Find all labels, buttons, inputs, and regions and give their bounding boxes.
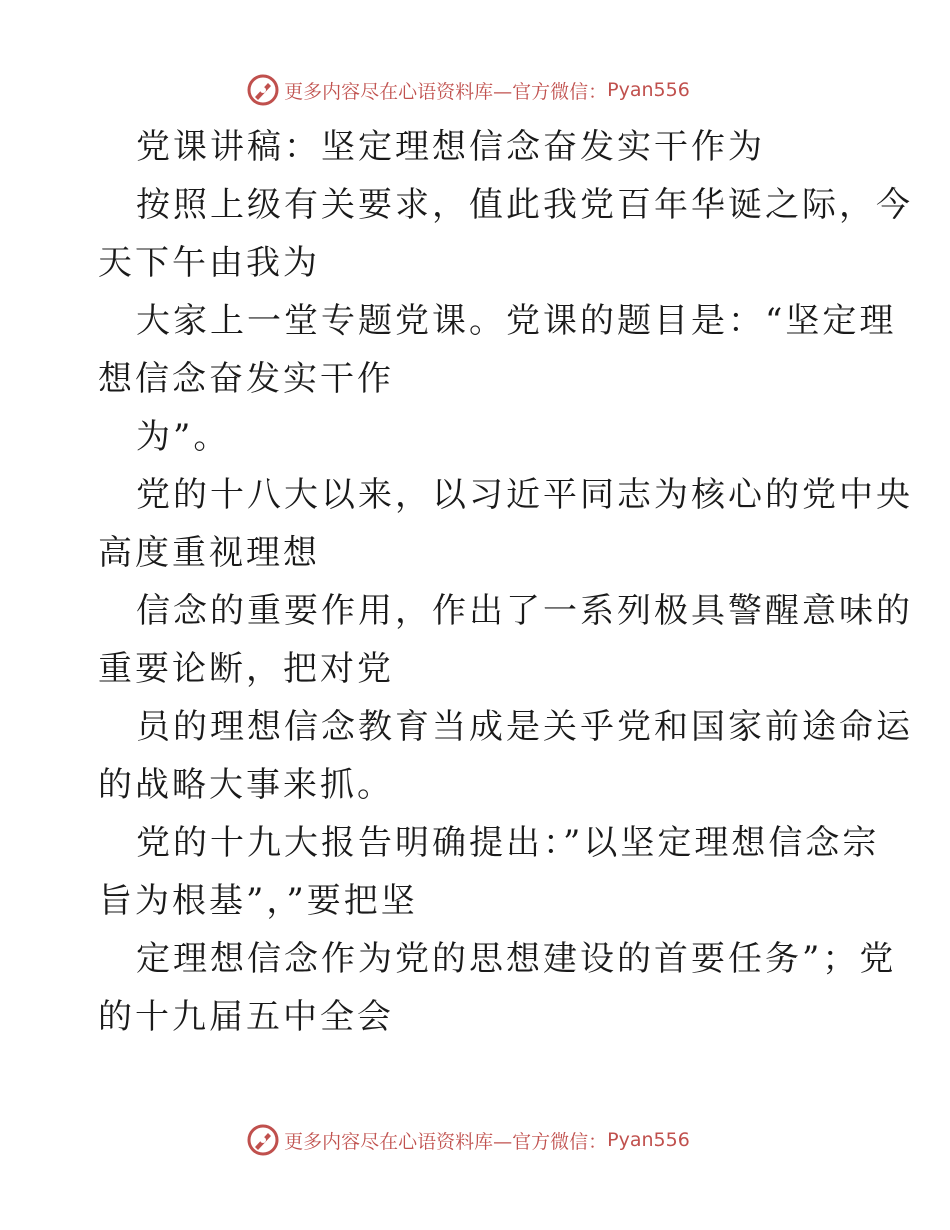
text-line: 信念的重要作用，作出了一系列极具警醒意味的	[136, 591, 913, 631]
text-line: 想信念奋发实干作	[98, 359, 394, 399]
text-line: 员的理想信念教育当成是关乎党和国家前途命运	[136, 707, 913, 747]
text-line: 旨为根基”，”要把坚	[98, 881, 418, 921]
text-line: 党的十九大报告明确提出：”以坚定理想信念宗	[136, 823, 880, 863]
text-line: 的十九届五中全会	[98, 997, 394, 1037]
footer-watermark	[0, 1120, 950, 1160]
text-line: 高度重视理想	[98, 533, 320, 573]
text-line: 大家上一堂专题党课。党课的题目是：“坚定理	[136, 301, 897, 341]
pen-seal-logo-icon	[246, 73, 280, 107]
document-body	[98, 118, 913, 1046]
document-title: 党课讲稿：坚定理想信念奋发实干作为	[136, 127, 765, 167]
watermark-wechat-id: Pyan556	[607, 79, 690, 101]
text-line: 重要论断，把对党	[98, 649, 394, 689]
watermark-text: 更多内容尽在心语资料库—官方微信：	[284, 1130, 608, 1153]
text-line: 定理想信念作为党的思想建设的首要任务”；党	[136, 939, 897, 979]
watermark-text: 更多内容尽在心语资料库—官方微信：	[284, 80, 608, 103]
text-line: 党的十八大以来，以习近平同志为核心的党中央	[136, 475, 913, 515]
text-line: 天下午由我为	[98, 243, 320, 283]
text-line: 按照上级有关要求，值此我党百年华诞之际，今	[136, 185, 913, 225]
watermark-wechat-id: Pyan556	[607, 1129, 690, 1151]
text-line: 的战略大事来抓。	[98, 765, 394, 805]
header-watermark	[0, 70, 950, 110]
text-line: 为”。	[136, 417, 231, 457]
pen-seal-logo-icon	[246, 1123, 280, 1157]
